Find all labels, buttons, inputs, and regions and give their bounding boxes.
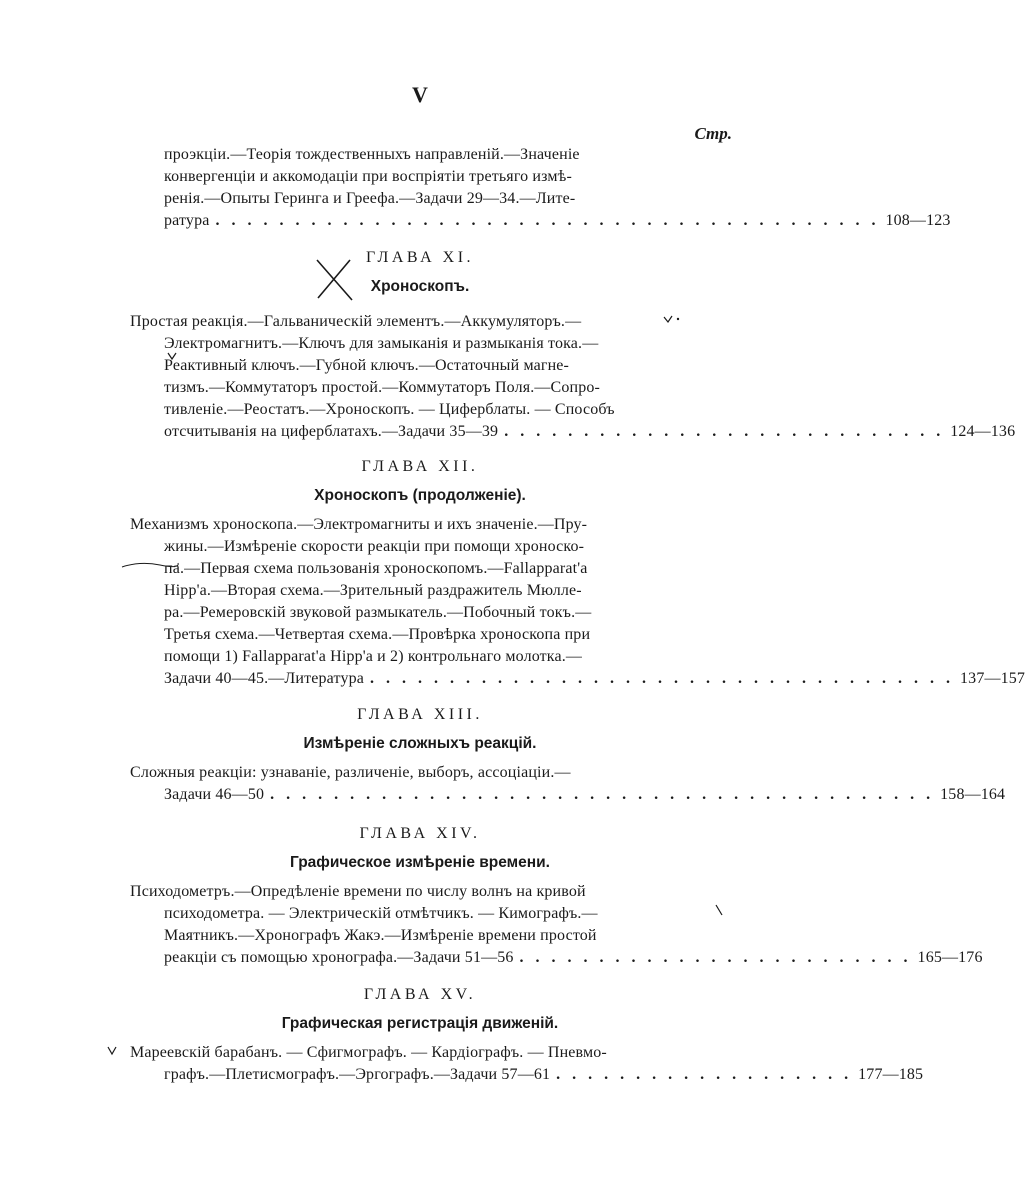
entry-line: тивленіе.—Реостатъ.—Хроноскопъ. — Циферблаты. — Способъ xyxy=(164,401,615,418)
page-number: V xyxy=(412,82,428,107)
entry-line: Третья схема.—Четвертая схема.—Провѣрка хроноскопа при xyxy=(164,626,591,643)
margin-tick-mark xyxy=(662,313,682,325)
handwritten-cross-mark xyxy=(312,258,358,304)
entry-text: ратура xyxy=(164,212,210,229)
entry-text: Задачи 46—50 xyxy=(164,786,265,803)
chapter-heading-xi xyxy=(0,249,840,296)
toc-entry-xiv xyxy=(130,881,983,969)
pencil-underline-mark xyxy=(120,557,180,571)
entry-last-line xyxy=(130,421,1016,443)
entry-text: реакціи съ помощью хронографа.—Задачи 51—56 xyxy=(164,949,514,966)
entry-line: па.—Первая схема пользованія хроноскопомъ.—Fallapparat'а xyxy=(164,560,588,577)
entry-line: Психодометръ.—Опредѣленіе времени по числу волнъ на кривой xyxy=(130,883,586,900)
chapter-title: Графическая регистрація движеній. xyxy=(281,1015,559,1032)
chapter-heading-xii xyxy=(0,458,840,505)
chapter-label: ГЛАВА XIII. xyxy=(357,706,483,723)
entry-line: жины.—Измѣреніе скорости реакціи при помощи хроноско- xyxy=(164,538,585,555)
entry-line: Электромагнитъ.—Ключъ для замыканія и размыканія тока.— xyxy=(164,335,599,352)
toc-entry-xiii xyxy=(130,762,1006,806)
toc-entry-xii xyxy=(130,514,1025,690)
chapter-title: Хроноскопъ. xyxy=(370,278,470,295)
page-range: 158—164 xyxy=(940,786,1006,803)
entry-last-line xyxy=(130,668,1025,690)
entry-last-line xyxy=(130,1064,924,1086)
entry-line: Реактивный ключъ.—Губной ключъ.—Остаточный магне- xyxy=(164,357,570,374)
page-range: 177—185 xyxy=(858,1066,924,1083)
chapter-heading-xv xyxy=(0,986,840,1033)
page-range: 124—136 xyxy=(950,423,1016,440)
toc-entry-xv xyxy=(130,1042,924,1086)
dot-leader: . . . . . . . . . . . . . . . . . . . . . . . . . . . . . . . . . . . . . . . . . . xyxy=(215,212,880,229)
toc-entry-continued xyxy=(130,144,951,232)
chapter-title: Измѣреніе сложныхъ реакцій. xyxy=(303,735,537,752)
chapter-heading-xiv xyxy=(0,825,840,872)
page-range: 137—157 xyxy=(960,670,1025,687)
entry-line: помощи 1) Fallapparat'а Hipp'а и 2) контрольнаго молотка.— xyxy=(164,648,583,665)
entry-line: Hipp'а.—Вторая схема.—Зрительный раздражитель Мюлле- xyxy=(164,582,582,599)
entry-text: отсчитыванія на циферблатахъ.—Задачи 35—39 xyxy=(164,423,499,440)
entry-line: Мареевскій барабанъ. — Сфигмографъ. — Кардіографъ. — Пневмо- xyxy=(130,1044,607,1061)
dot-leader: . . . . . . . . . . . . . . . . . . . . . . . . . . . . xyxy=(504,423,945,440)
chapter-title: Графическое измѣреніе времени. xyxy=(290,854,550,871)
toc-entry-xi xyxy=(130,311,1016,443)
entry-line: ра.—Ремеровскій звуковой размыкатель.—Побочный токъ.— xyxy=(164,604,592,621)
entry-text: Задачи 40—45.—Литература xyxy=(164,670,365,687)
margin-tick-mark xyxy=(166,350,178,362)
entry-line: ренія.—Опыты Геринга и Греефа.—Задачи 29—34.—Лите- xyxy=(164,190,576,207)
entry-line: конвергенціи и аккомодаціи при воспріятіи третьяго измѣ- xyxy=(164,168,572,185)
entry-line: Маятникъ.—Хронографъ Жакэ.—Измѣреніе времени простой xyxy=(164,927,597,944)
dot-leader: . . . . . . . . . . . . . . . . . . . . . . . . . . . . . . . . . . . . . xyxy=(370,670,955,687)
dot-leader: . . . . . . . . . . . . . . . . . . . . . . . . . . . . . . . . . . . . . . . . . . xyxy=(270,786,935,803)
entry-last-line xyxy=(130,784,1006,806)
chapter-title: Хроноскопъ (продолженіе). xyxy=(314,487,526,504)
margin-tick-mark xyxy=(106,1044,118,1058)
entry-last-line xyxy=(130,210,951,232)
page-range: 108—123 xyxy=(885,212,951,229)
entry-line: Простая реакція.—Гальваническій элементъ.—Аккумуляторъ.— xyxy=(130,313,582,330)
entry-line: Механизмъ хроноскопа.—Электромагниты и ихъ значеніе.—Пру- xyxy=(130,516,588,533)
entry-line: Сложныя реакціи: узнаваніе, различеніе, выборъ, ассоціаціи.— xyxy=(130,764,571,781)
entry-text: графъ.—Плетисмографъ.—Эргографъ.—Задачи 57—61 xyxy=(164,1066,551,1083)
entry-last-line xyxy=(130,947,983,969)
chapter-label: ГЛАВА XIV. xyxy=(359,825,481,842)
chapter-label: ГЛАВА XII. xyxy=(361,458,479,475)
pages-column-label: Стр. xyxy=(694,124,732,143)
entry-line: психодометра. — Электрическій отмѣтчикъ. — Кимографъ.— xyxy=(164,905,598,922)
chapter-heading-xiii xyxy=(0,706,840,753)
chapter-label: ГЛАВА XV. xyxy=(363,986,477,1003)
margin-tick-mark xyxy=(713,903,725,917)
entry-line: проэкціи.—Теорія тождественныхъ направленій.—Значеніе xyxy=(164,146,580,163)
dot-leader: . . . . . . . . . . . . . . . . . . . xyxy=(556,1066,853,1083)
entry-line: тизмъ.—Коммутаторъ простой.—Коммутаторъ Поля.—Сопро- xyxy=(164,379,601,396)
page-range: 165—176 xyxy=(917,949,983,966)
dot-leader: . . . . . . . . . . . . . . . . . . . . . . . . . xyxy=(519,949,912,966)
chapter-label: ГЛАВА XI. xyxy=(365,249,475,266)
